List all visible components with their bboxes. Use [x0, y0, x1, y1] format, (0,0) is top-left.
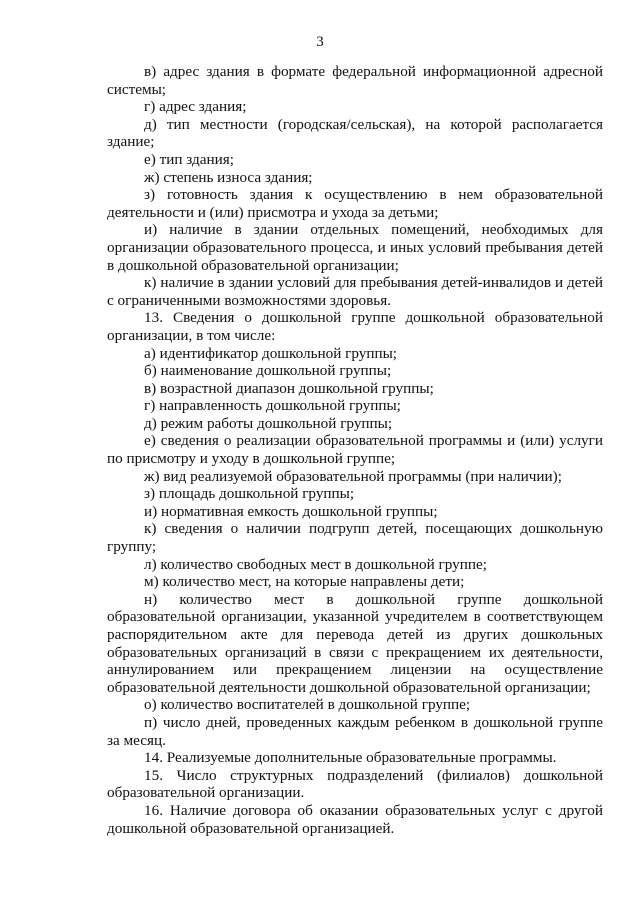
paragraph-item-i-capacity: и) нормативная емкость дошкольной группы;: [144, 502, 438, 520]
paragraph-section-15: 15. Число структурных подразделений (филиалов) дошкольной образовательной организации.: [107, 766, 603, 802]
paragraph-section-16: 16. Наличие договора об оказании образовательных услуг с другой дошкольной образовательной организацией.: [107, 801, 603, 837]
paragraph-item-k-subgroups: к) сведения о наличии подгрупп детей, посещающих дошкольную группу;: [107, 520, 603, 556]
paragraph-item-p-days-count: п) число дней, проведенных каждым ребенком в дошкольной группе за месяц.: [107, 713, 603, 749]
paragraph-item-d-work-mode: д) режим работы дошкольной группы;: [144, 414, 393, 432]
paragraph-item-zh-building-wear: ж) степень износа здания;: [144, 168, 313, 186]
paragraph-item-l-free-places: л) количество свободных мест в дошкольной группе;: [144, 555, 487, 573]
page-number: 3: [316, 34, 324, 50]
paragraph-section-13: 13. Сведения о дошкольной группе дошкольной образовательной организации, в том числе:: [107, 309, 603, 344]
paragraph-section-14: 14. Реализуемые дополнительные образовательные программы.: [144, 749, 557, 767]
paragraph-item-a-group-id: а) идентификатор дошкольной группы;: [144, 344, 398, 362]
paragraph-item-v-age-range: в) возрастной диапазон дошкольной группы;: [144, 379, 434, 397]
paragraph-item-b-group-name: б) наименование дошкольной группы;: [144, 362, 392, 380]
paragraph-item-e-building-type: е) тип здания;: [144, 150, 234, 168]
paragraph-item-e-program-info: е) сведения о реализации образовательной программы и (или) услуги по присмотру и уходу в дошкольной группе;: [107, 432, 603, 468]
paragraph-item-i-separate-rooms: и) наличие в здании отдельных помещений, необходимых для организации образовательного процесса, и иных условий пребывания детей в дошкольной образовательной организации;: [107, 221, 603, 274]
paragraph-item-m-assigned-places: м) количество мест, на которые направлены дети;: [144, 573, 465, 591]
paragraph-item-v-address-fias: в) адрес здания в формате федеральной информационной адресной системы;: [107, 63, 603, 98]
paragraph-item-n-transfer-places: н) количество мест в дошкольной группе дошкольной образовательной организации, указанной учредителем в соответствующем распорядительном акте для перевода детей из других дошкольных образовательных организаций в связи с прекращением их деятельности, аннулированием или прекращением лицензии на осуществление образовательной деятельности дошкольной образовательной организации;: [107, 590, 603, 696]
paragraph-item-o-teachers-count: о) количество воспитателей в дошкольной группе;: [144, 696, 471, 714]
paragraph-item-z-group-area: з) площадь дошкольной группы;: [144, 485, 355, 503]
paragraph-item-k-disabled-conditions: к) наличие в здании условий для пребывания детей-инвалидов и детей с ограниченными возможностями здоровья.: [107, 274, 603, 309]
paragraph-item-g-orientation: г) направленность дошкольной группы;: [144, 397, 401, 415]
paragraph-item-z-building-readiness: з) готовность здания к осуществлению в нем образовательной деятельности и (или) присмотра и ухода за детьми;: [107, 186, 603, 221]
document-body: [107, 63, 603, 837]
paragraph-item-d-locality-type: д) тип местности (городская/сельская), на которой располагается здание;: [107, 115, 603, 151]
paragraph-item-zh-program-type: ж) вид реализуемой образовательной программы (при наличии);: [144, 467, 562, 485]
paragraph-item-g-address: г) адрес здания;: [144, 98, 247, 116]
